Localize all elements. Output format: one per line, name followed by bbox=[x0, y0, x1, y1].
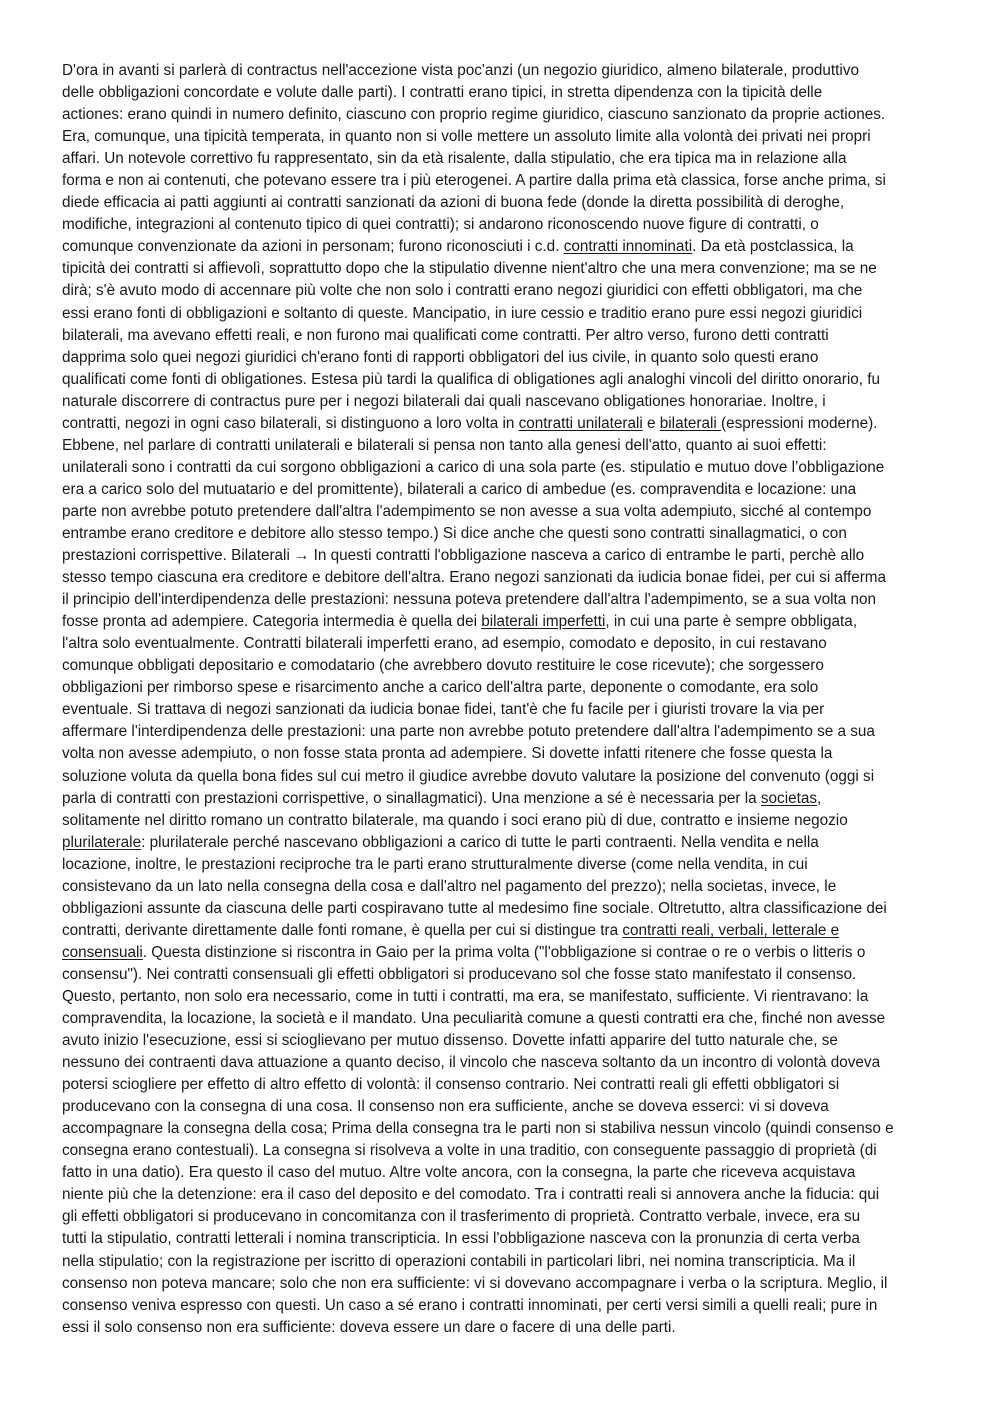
text-line: niente più che la detenzione: era il caso del deposito e del comodato. Tra i contratti reali si annovera anche la fiducia: qui bbox=[62, 1186, 880, 1204]
underlined-term-contratti-unilaterali: contratti unilaterali bbox=[518, 414, 643, 432]
text-line: prestazioni corrispettive. Bilaterali → In questi contratti l'obbligazione nasceva a carico di entrambe le parti, perchè allo bbox=[62, 547, 865, 565]
text-line: D'ora in avanti si parlerà di contractus nell'accezione vista poc'anzi (un negozio giuridico, almeno bilaterale, produttivo bbox=[62, 62, 859, 79]
text-line: essi erano fonti di obbligazioni e soltanto di queste. Mancipatio, in iure cessio e traditio erano pure essi negozi giuridici bbox=[62, 304, 863, 322]
text-segment: , bbox=[817, 789, 822, 807]
text-segment: contratti, derivante direttamente dalle fonti romane, è quella per cui si distingue tra bbox=[62, 921, 623, 939]
text-line: obbligazioni assunte da ciascuna delle parti cospiravano tutte al medesimo fine sociale. Oltretutto, altra classificazione dei bbox=[62, 899, 887, 917]
underlined-term-bilaterali-imperfetti: bilaterali imperfetti bbox=[481, 613, 606, 631]
text-line: consegna erano contestuali). La consegna si risolveva a volte in una traditio, con conseguente passaggio di proprietà (di bbox=[62, 1142, 877, 1160]
text-line: diede efficacia ai patti aggiunti ai contratti sanzionati da azioni di buona fede (donde la diretta possibilità di deroghe, bbox=[62, 194, 845, 212]
text-line: bilaterali, ma avevano effetti reali, e non furono mai qualificati come contratti. Per altro verso, furono detti contratti bbox=[62, 326, 829, 344]
text-line bbox=[62, 788, 940, 810]
text-segment: contratti, negozi in ogni caso bilaterali, si distinguono a loro volta in bbox=[62, 414, 519, 432]
text-line: eventuale. Si trattava di negozi sanzionati da iudicia bonae fidei, tant'è che fu facile per i giuristi trovare la via per bbox=[62, 701, 825, 719]
underlined-term-contratti-reali: contratti reali, verbali, letterale e bbox=[622, 921, 840, 939]
text-line: nella stipulatio; con la registrazione per iscritto di operazioni contabili in particolari libri, nei nomina transcripticia. Ma il bbox=[62, 1252, 856, 1270]
text-line: obbligazioni per rimborso spese e risarcimento anche a carico dell'altra parte, deponente o comodante, era solo bbox=[62, 679, 819, 697]
text-line: dapprima solo quei negozi giuridici ch'erano fonti di rapporti obbligatori del ius civile, in quanto solo questi erano bbox=[62, 348, 819, 366]
underlined-term-bilaterali: bilaterali bbox=[659, 414, 721, 432]
text-line: potersi sciogliere per effetto di altro effetto di volontà: il consenso contrario. Nei contratti reali gli effetti obbligatori si bbox=[62, 1076, 840, 1094]
text-line: comunque obbligati depositario e comodatario (che avrebbero dovuto restituire le cose ricevute); che sorgessero bbox=[62, 657, 824, 675]
text-line: modifiche, integrazioni al contenuto tipico di quei contratti); si andarono riconoscendo nuove figure di contratti, o bbox=[62, 216, 819, 234]
text-line: fatto in una datio). Era questo il caso del mutuo. Altre volte ancora, con la consegna, la parte che riceveva acquistava bbox=[62, 1164, 856, 1182]
text-line: accompagnare la consegna della cosa; Prima della consegna tra le parti non si stabiliva nessun vincolo (quindi consenso e bbox=[62, 1120, 894, 1138]
paragraph bbox=[62, 60, 940, 1339]
text-line: soluzione voluta da quella bona fides sul cui metro il giudice avrebbe dovuto valutare la posizione del convenuto (oggi si bbox=[62, 767, 875, 785]
text-line: consistevano da un lato nella consegna della cosa e dall'altro nel pagamento del prezzo); nella societas, invece, le bbox=[62, 877, 837, 895]
text-segment: e bbox=[642, 414, 660, 432]
text-line: delle obbligazioni concordate e volute dalle parti). I contratti erano tipici, in stretta dipendenza con la tipicità delle bbox=[62, 84, 823, 102]
text-line: affermare l'interdipendenza delle prestazioni: una parte non avrebbe potuto pretendere dall'altra l'adempimento se a sua bbox=[62, 723, 875, 741]
text-line: compravendita, la locazione, la società e il mandato. Una peculiarità comune a questi contratti era che, finché non avesse bbox=[62, 1010, 886, 1028]
text-line: consenso non poteva mancare; solo che non era sufficiente: vi si dovevano accompagnare i verba o la scriptura. Meglio, il bbox=[62, 1274, 888, 1292]
text-segment: . Da età postclassica, la bbox=[692, 238, 854, 256]
text-line: stesso tempo ciascuna era creditore e debitore dell'altra. Erano negozi sanzionati da iudicia bonae fidei, per cui si afferma bbox=[62, 569, 887, 587]
text-line: avuto inizio l'esecuzione, essi si scioglievano per mutuo dissenso. Dovette infatti apparire del tutto naturale che, se bbox=[62, 1032, 838, 1050]
text-line bbox=[62, 611, 940, 633]
text-line: consenso veniva espresso con questi. Un caso a sé erano i contratti innominati, per certi versi simili a quelli reali; pure in bbox=[62, 1296, 878, 1314]
text-line: entrambe erano creditore e debitore allo stesso tempo.) Si dice anche che questi sono contratti sinallagmatici, o con bbox=[62, 524, 847, 542]
text-line: gli effetti obbligatori si producevano in concomitanza con il trasferimento di proprietà. Contratto verbale, invece, era su bbox=[62, 1208, 861, 1226]
text-segment: comunque convenzionate da azioni in personam; furono riconosciuti i c.d. bbox=[62, 238, 564, 256]
text-segment: fosse pronta ad adempiere. Categoria intermedia è quella dei bbox=[62, 613, 482, 631]
text-line bbox=[62, 413, 940, 435]
text-line: forma e non ai contenuti, che potevano essere tra i più eterogenei. A partire dalla prima età classica, forse anche prima, si bbox=[62, 172, 886, 190]
text-line: unilaterali sono i contratti da cui sorgono obbligazioni a carico di una sola parte (es. stipulatio e mutuo dove l’obbligazione bbox=[62, 458, 885, 476]
text-segment: (espressioni moderne). bbox=[721, 414, 878, 432]
text-line: consensu"). Nei contratti consensuali gli effetti obbligatori si producevano sol che fosse stato manifestato il consenso. bbox=[62, 965, 857, 983]
text-line: parte non avrebbe potuto pretendere dall'altra l'adempimento se non avesse a sua volta adempiuto, sicché al contempo bbox=[62, 502, 872, 520]
text-line: qualificati come fonti di obligationes. Estesa più tardi la qualifica di obligationes agli analoghi vincoli del diritto onorario, fu bbox=[62, 370, 881, 388]
text-line: Ebbene, nel parlare di contratti unilaterali e bilaterali si pensa non tanto alla genesi dell'atto, quanto ai suoi effetti: bbox=[62, 436, 827, 454]
text-line: nessuno dei contraenti dava attuazione a quanto deciso, il vincolo che nasceva soltanto da un incontro di volontà doveva bbox=[62, 1054, 881, 1072]
text-line: tipicità dei contratti si affievolì, soprattutto dopo che la stipulatio divenne nient'altro che una mera convenzione; ma se ne bbox=[62, 260, 877, 278]
text-line: dirà; s'è avuto modo di accennare più volte che non solo i contratti erano negozi giuridici con effetti obbligatori, ma che bbox=[62, 282, 863, 300]
text-line: essi il solo consenso non era sufficiente: doveva essere un dare o facere di una delle parti. bbox=[62, 1318, 676, 1336]
text-line bbox=[62, 920, 940, 942]
text-line: volta non avesse adempiuto, o non fosse stata pronta ad adempiere. Si dovette infatti ritenere che fosse questa la bbox=[62, 745, 833, 763]
underlined-term-consensuali: consensuali bbox=[62, 943, 143, 961]
text-line: locazione, inoltre, le prestazioni reciproche tra le parti erano strutturalmente diverse (come nella vendita, in cui bbox=[62, 855, 808, 873]
text-line: tutti la stipulatio, contratti letterali i nomina transcripticia. In essi l'obbligazione nasceva con la pronunzia di certa verba bbox=[62, 1230, 860, 1248]
text-line: actiones: erano quindi in numero definito, ciascuno con proprio regime giuridico, ciascuno sanzionato da proprie actiones. bbox=[62, 106, 886, 124]
text-line: naturale discorrere di contractus pure per i negozi bilaterali dai quali nascevano obligationes honorariae. Inoltre, i bbox=[62, 392, 826, 410]
underlined-term-contratti-innominati: contratti innominati bbox=[563, 238, 693, 256]
text-segment: parla di contratti con prestazioni corrispettive, o sinallagmatici). Una menzione a sé è necessaria per la bbox=[62, 789, 761, 807]
text-line: solitamente nel diritto romano un contratto bilaterale, ma quando i soci erano più di due, contratto e insieme negozio bbox=[62, 811, 848, 829]
text-line bbox=[62, 236, 940, 258]
text-line bbox=[62, 942, 940, 964]
text-line: l'altra solo eventualmente. Contratti bilaterali imperfetti erano, ad esempio, comodato e deposito, in cui restavano bbox=[62, 635, 827, 653]
text-line: era a carico solo del mutuatario e del promittente), bilaterali a carico di ambedue (es. compravendita e locazione: una bbox=[62, 480, 857, 498]
text-line bbox=[62, 832, 940, 854]
text-line: producevano con la consegna di una cosa. Il consenso non era sufficiente, anche se doveva esserci: vi si doveva bbox=[62, 1098, 829, 1116]
text-line: affari. Un notevole correttivo fu rappresentato, sin da età risalente, dalla stipulatio, che era tipica ma in relazione alla bbox=[62, 150, 847, 168]
text-segment: . Questa distinzione si riscontra in Gaio per la prima volta ("l'obbligazione si contrae o re o verbis o litteris o bbox=[142, 943, 866, 961]
text-segment: , in cui una parte è sempre obbligata, bbox=[605, 613, 858, 631]
text-segment: : plurilaterale perché nascevano obbligazioni a carico di tutte le parti contraenti. Nella vendita e nella bbox=[141, 833, 819, 851]
text-line: Era, comunque, una tipicità temperata, in quanto non si volle mettere un assoluto limite alla volontà dei privati nei propri bbox=[62, 128, 871, 146]
underlined-term-plurilaterale: plurilaterale bbox=[62, 833, 142, 851]
document-body bbox=[62, 60, 940, 1339]
underlined-term-societas: societas bbox=[760, 789, 818, 807]
text-line: Questo, pertanto, non solo era necessario, come in tutti i contratti, ma era, se manifestato, sufficiente. Vi rientravano: la bbox=[62, 987, 869, 1005]
text-line: il principio dell'interdipendenza delle prestazioni: nessuna poteva pretendere dall'altra l'adempimento, se a sua volta non bbox=[62, 591, 877, 609]
